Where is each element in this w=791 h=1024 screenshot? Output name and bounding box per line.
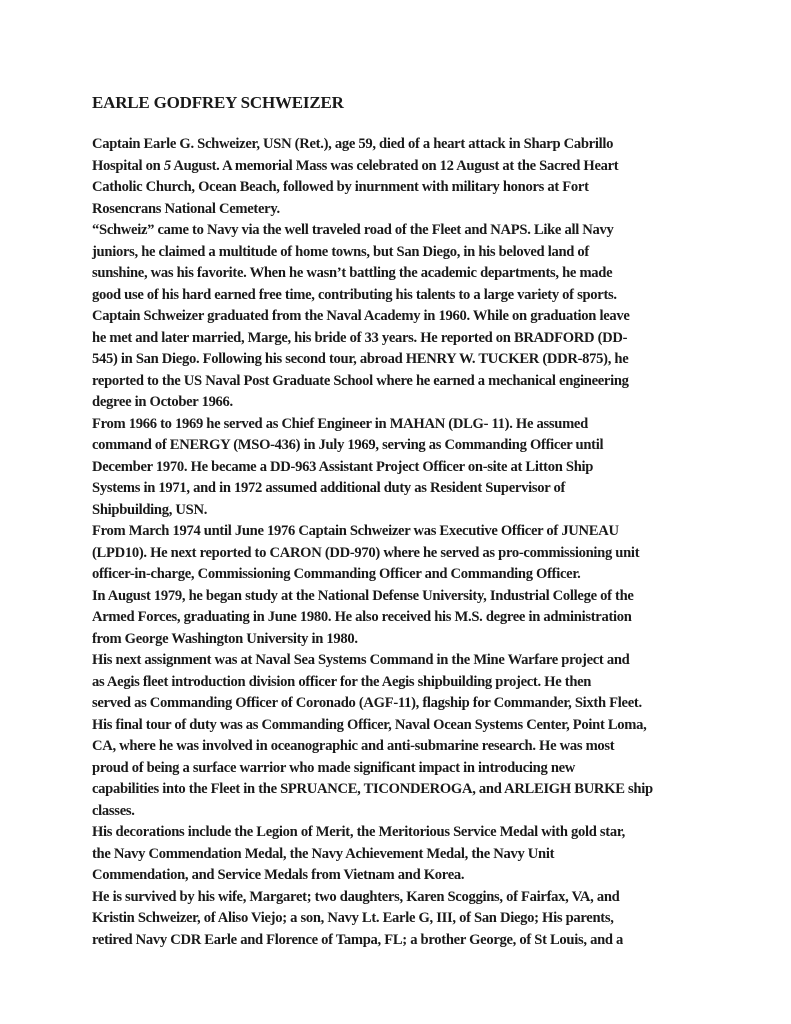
text-segment: August. A memorial Mass was celebrated on 12 August at the Sacred Heart xyxy=(170,157,619,174)
text-segment: Hospital on xyxy=(92,157,164,174)
text-line: command of ENERGY (MSO-436) in July 1969, serving as Commanding Officer until xyxy=(92,437,604,453)
italic-text-segment: 5 xyxy=(163,157,171,174)
text-line: as Aegis fleet introduction division officer for the Aegis shipbuilding project. He then xyxy=(92,673,592,690)
text-line: served as Commanding Officer of Coronado (AGF-11), flagship for Commander, Sixth Fleet. xyxy=(92,695,642,711)
text-line: officer-in-charge, Commissioning Commanding Officer and Commanding Officer. xyxy=(92,566,581,582)
text-line: Kristin Schweizer, of Aliso Viejo; a son, Navy Lt. Earle G, III, of San Diego; His parents, xyxy=(92,910,614,926)
text-line xyxy=(92,156,731,178)
text-line: retired Navy CDR Earle and Florence of Tampa, FL; a brother George, of St Louis, and a xyxy=(92,931,624,948)
text-line: (LPD10). He next reported to CARON (DD-970) where he served as pro-commissioning unit xyxy=(92,544,640,561)
text-line: from George Washington University in 1980. xyxy=(92,630,358,647)
text-line: sunshine, was his favorite. When he wasn’t battling the academic departments, he made xyxy=(92,265,613,281)
text-line: the Navy Commendation Medal, the Navy Achievement Medal, the Navy Unit xyxy=(92,845,555,862)
text-line: Rosencrans National Cemetery. xyxy=(92,200,280,217)
text-line: classes. xyxy=(92,802,135,819)
text-line: he met and later married, Marge, his bride of 33 years. He reported on BRADFORD (DD- xyxy=(92,329,628,346)
text-line: CA, where he was involved in oceanographic and anti-submarine research. He was most xyxy=(92,738,615,754)
text-line: From March 1974 until June 1976 Captain Schweizer was Executive Officer of JUNEAU xyxy=(92,523,619,539)
text-line: Captain Earle G. Schweizer, USN (Ret.), age 59, died of a heart attack in Sharp Cabrillo xyxy=(92,136,614,152)
text-line: December 1970. He became a DD-963 Assistant Project Officer on-site at Litton Ship xyxy=(92,458,594,475)
text-line: juniors, he claimed a multitude of home towns, but San Diego, in his beloved land of xyxy=(92,243,589,260)
text-line: degree in October 1966. xyxy=(92,394,233,410)
text-line: capabilities into the Fleet in the SPRUANCE, TICONDEROGA, and ARLEIGH BURKE ship xyxy=(92,781,653,797)
text-line: His decorations include the Legion of Merit, the Meritorious Service Medal with gold star, xyxy=(92,824,626,840)
text-line: He is survived by his wife, Margaret; two daughters, Karen Scoggins, of Fairfax, VA, and xyxy=(92,888,620,905)
text-line: Systems in 1971, and in 1972 assumed additional duty as Resident Supervisor of xyxy=(92,480,566,496)
text-line: Commendation, and Service Medals from Vietnam and Korea. xyxy=(92,867,465,883)
text-line: Armed Forces, graduating in June 1980. He also received his M.S. degree in administration xyxy=(92,609,632,625)
text-line: From 1966 to 1969 he served as Chief Engineer in MAHAN (DLG- 11). He assumed xyxy=(92,415,588,432)
text-line: proud of being a surface warrior who made significant impact in introducing new xyxy=(92,759,576,776)
text-line: reported to the US Naval Post Graduate School where he earned a mechanical engineering xyxy=(92,372,629,389)
text-line: Captain Schweizer graduated from the Naval Academy in 1960. While on graduation leave xyxy=(92,308,630,324)
text-line: Catholic Church, Ocean Beach, followed by inurnment with military honors at Fort xyxy=(92,179,589,195)
text-line: “Schweiz” came to Navy via the well traveled road of the Fleet and NAPS. Like all Navy xyxy=(92,222,614,238)
text-line: His next assignment was at Naval Sea Systems Command in the Mine Warfare project and xyxy=(92,652,630,668)
text-line: good use of his hard earned free time, contributing his talents to a large variety of sports. xyxy=(92,286,617,303)
text-line: His final tour of duty was as Commanding Officer, Naval Ocean Systems Center, Point Loma, xyxy=(92,716,647,733)
text-line: Shipbuilding, USN. xyxy=(92,501,208,518)
text-line: In August 1979, he began study at the National Defense University, Industrial College of the xyxy=(92,587,634,604)
text-line: 545) in San Diego. Following his second tour, abroad HENRY W. TUCKER (DDR-875), he xyxy=(92,351,629,367)
document-title: EARLE GODFREY SCHWEIZER xyxy=(92,93,344,112)
document-body xyxy=(92,134,731,951)
